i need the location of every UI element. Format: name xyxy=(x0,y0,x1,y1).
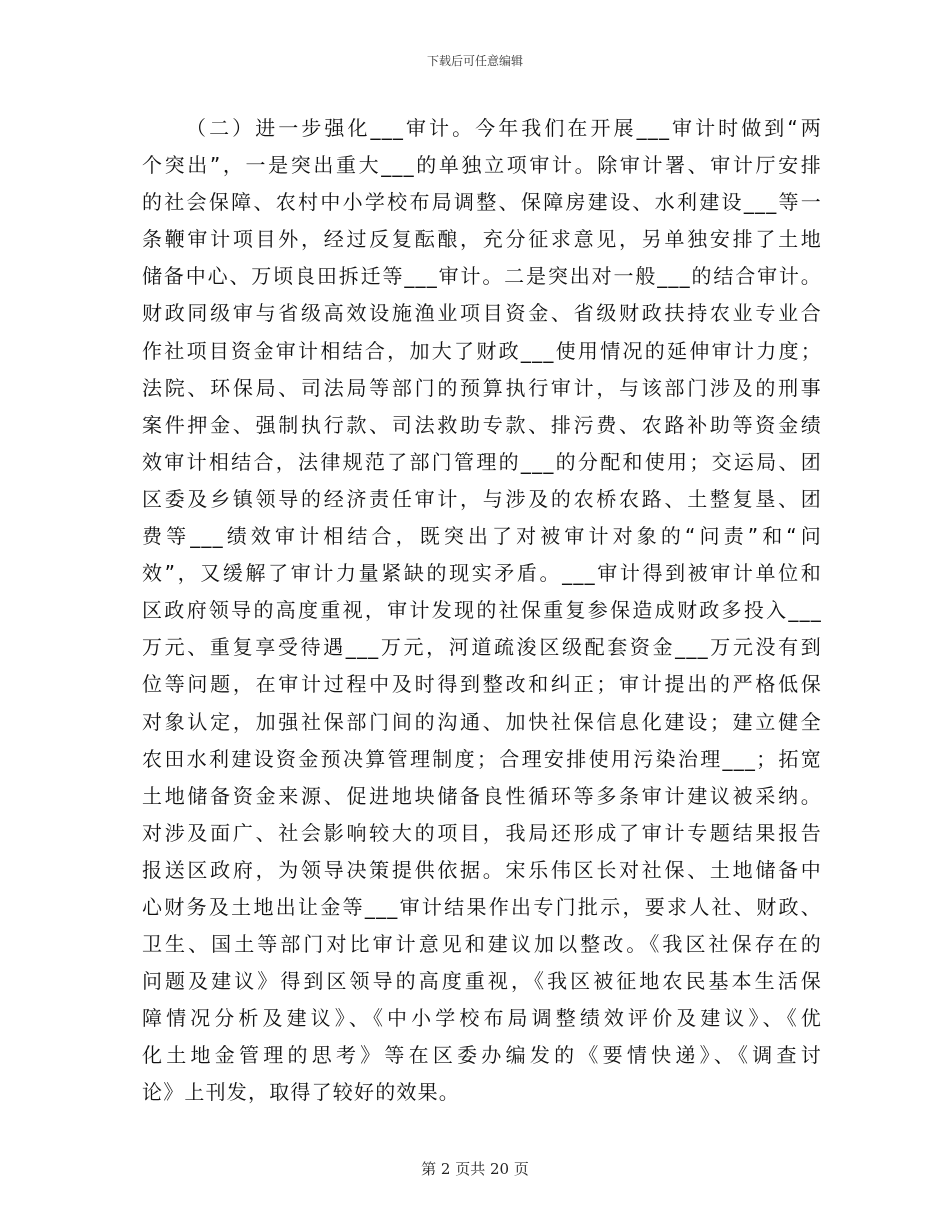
paragraph-line: 区政府领导的高度重视，审计发现的社保重复参保造成财政多投入___ xyxy=(142,598,822,623)
page-number: 第 2 页共 20 页 xyxy=(421,1160,529,1178)
paragraph-line: 储备中心、万顷良田拆迁等___审计。二是突出对一般___的结合审计。 xyxy=(142,264,822,289)
page-header-note: 下载后可任意编辑 xyxy=(426,54,523,68)
paragraph-line: 农田水利建设资金预决算管理制度；合理安排使用污染治理___；拓宽 xyxy=(142,746,822,771)
paragraph-line: 卫生、国土等部门对比审计意见和建议加以整改。《我区社保存在的 xyxy=(142,932,822,957)
paragraph-line: 效审计相结合，法律规范了部门管理的___的分配和使用；交运局、团 xyxy=(142,449,822,474)
paragraph-line: （二）进一步强化___审计。今年我们在开展___审计时做到“两 xyxy=(186,116,822,140)
paragraph-line: 土地储备资金来源、促进地块储备良性循环等多条审计建议被采纳。 xyxy=(142,783,822,808)
paragraph-line: 区委及乡镇领导的经济责任审计，与涉及的农桥农路、土整复垦、团 xyxy=(142,486,822,511)
paragraph-line: 心财务及土地出让金等___审计结果作出专门批示，要求人社、财政、 xyxy=(142,894,822,919)
paragraph-line: 对象认定，加强社保部门间的沟通、加快社保信息化建设；建立健全 xyxy=(142,709,822,734)
paragraph-line: 财政同级审与省级高效设施渔业项目资金、省级财政扶持农业专业合 xyxy=(142,301,822,326)
paragraph-line: 法院、环保局、司法局等部门的预算执行审计，与该部门涉及的刑事 xyxy=(142,375,822,400)
paragraph-line: 化土地金管理的思考》等在区委办编发的《要情快递》、《调查讨 xyxy=(142,1043,822,1068)
paragraph-line: 个突出”，一是突出重大___的单独立项审计。除审计署、审计厅安排 xyxy=(142,153,822,178)
paragraph-line: 论》上刊发，取得了较好的效果。 xyxy=(142,1080,460,1105)
paragraph-line: 作社项目资金审计相结合，加大了财政___使用情况的延伸审计力度； xyxy=(142,338,822,363)
paragraph-line: 万元、重复享受待遇___万元，河道疏浚区级配套资金___万元没有到 xyxy=(142,635,822,660)
paragraph-line: 的社会保障、农村中小学校布局调整、保障房建设、水利建设___等一 xyxy=(142,190,822,215)
paragraph-line: 费等___绩效审计相结合，既突出了对被审计对象的“问责”和“问 xyxy=(142,524,822,549)
paragraph-line: 案件押金、强制执行款、司法救助专款、排污费、农路补助等资金绩 xyxy=(142,412,822,437)
paragraph-line: 对涉及面广、社会影响较大的项目，我局还形成了审计专题结果报告 xyxy=(142,820,822,845)
paragraph-line: 问题及建议》得到区领导的高度重视，《我区被征地农民基本生活保 xyxy=(142,969,822,994)
document-body xyxy=(142,110,822,1112)
paragraph-line: 障情况分析及建议》、《中小学校布局调整绩效评价及建议》、《优 xyxy=(142,1006,822,1031)
paragraph-line: 效”，又缓解了审计力量紧缺的现实矛盾。___审计得到被审计单位和 xyxy=(142,561,822,586)
paragraph-line: 位等问题，在审计过程中及时得到整改和纠正；审计提出的严格低保 xyxy=(142,672,822,697)
paragraph-line: 报送区政府，为领导决策提供依据。宋乐伟区长对社保、土地储备中 xyxy=(142,857,822,882)
paragraph-line: 条鞭审计项目外，经过反复酝酿，充分征求意见，另单独安排了土地 xyxy=(142,227,822,252)
